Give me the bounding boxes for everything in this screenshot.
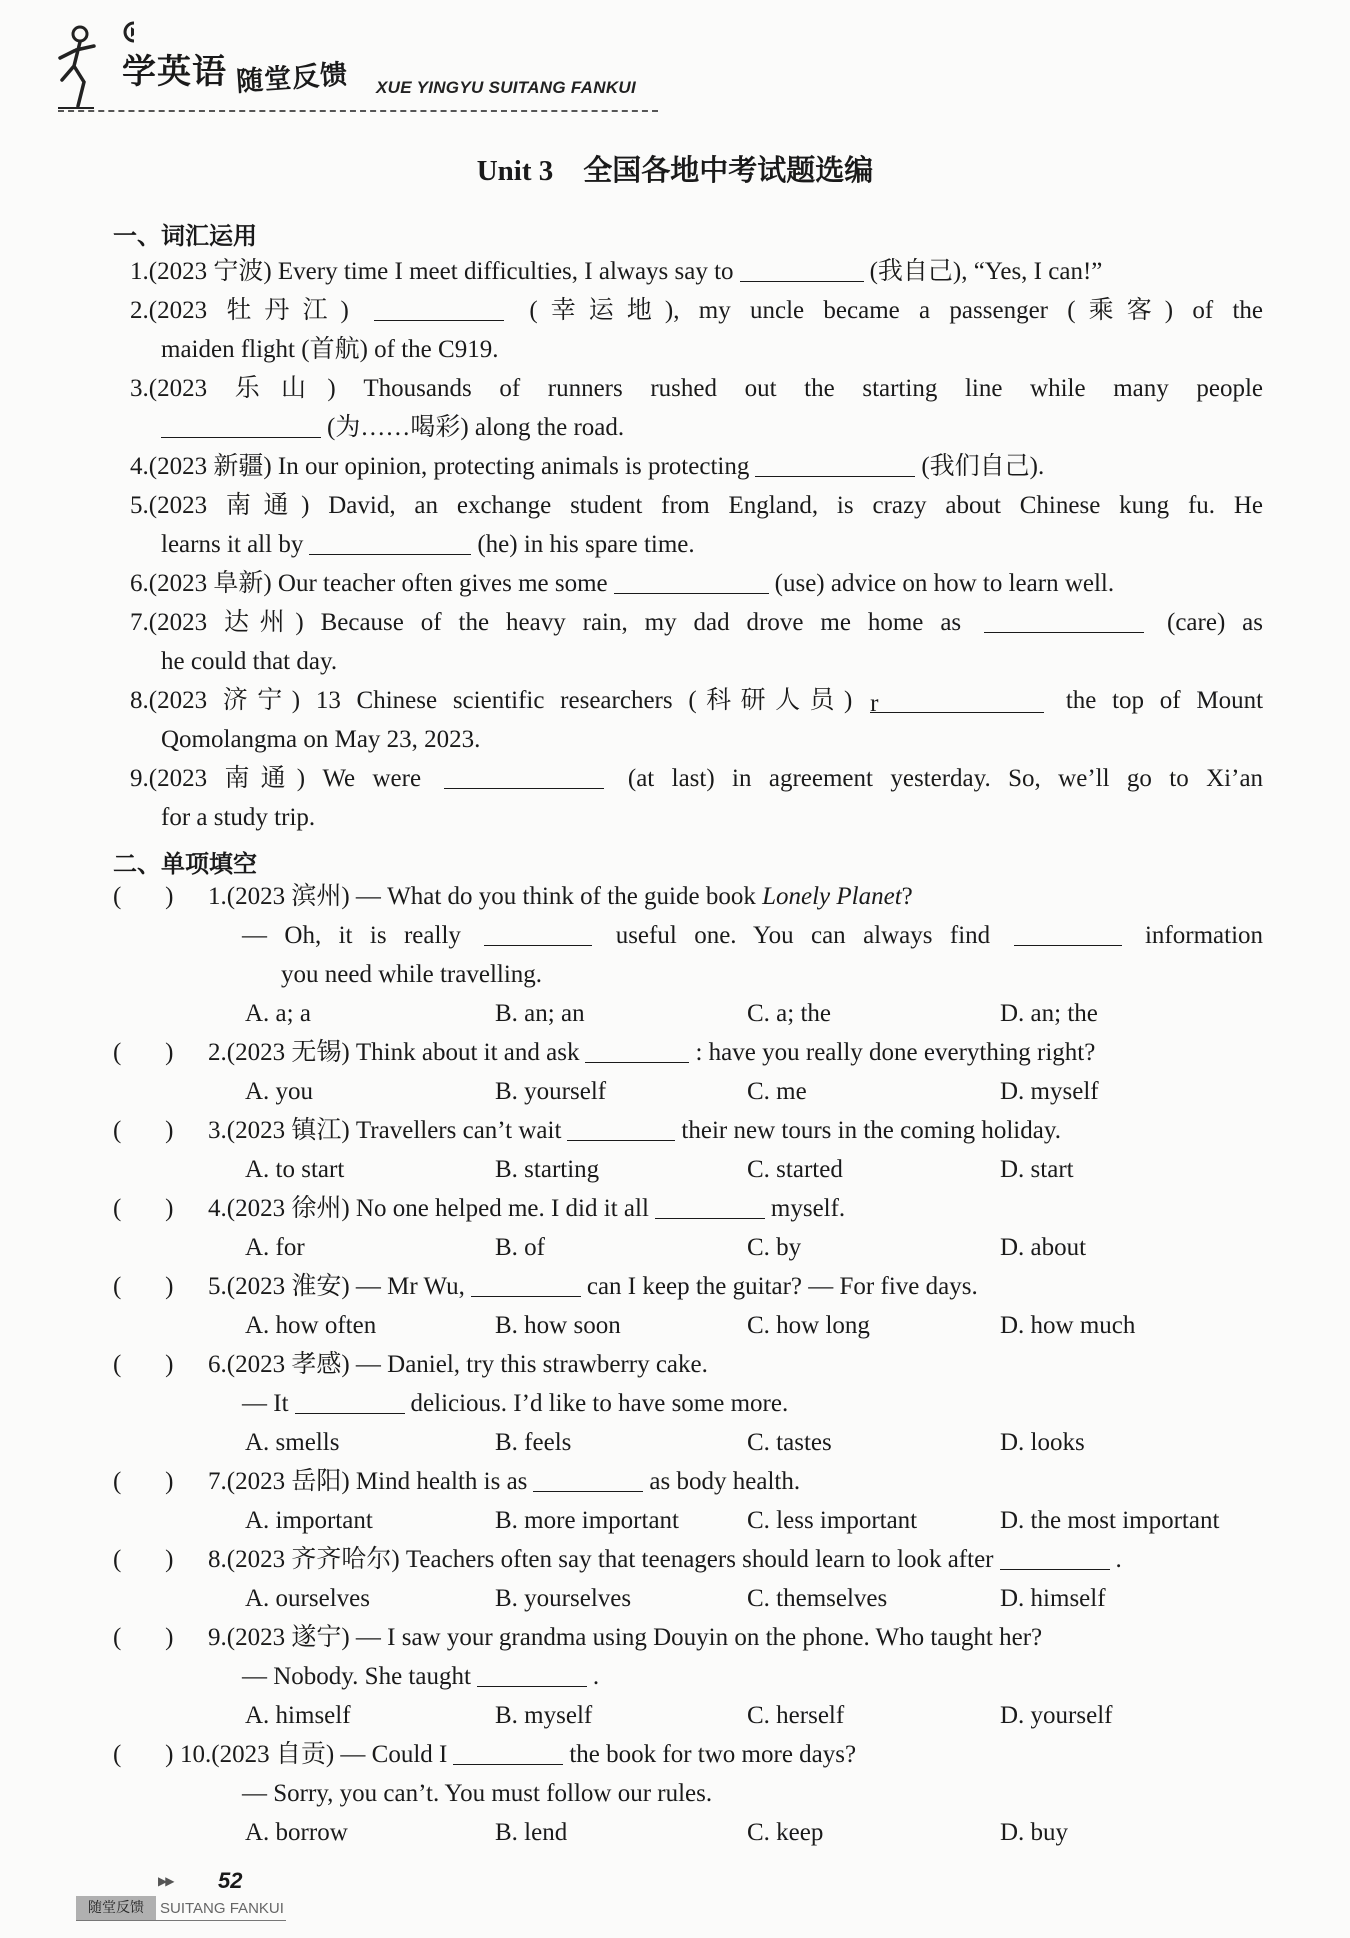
- option-d[interactable]: D. myself: [1000, 1078, 1099, 1105]
- vocab-item-2-cont: maiden flight (首航) of the C919.: [161, 336, 499, 363]
- mc-question-7: 7.(2023 岳阳) Mind health is as as body health.: [208, 1468, 801, 1495]
- answer-bracket[interactable]: ( ): [113, 1039, 174, 1066]
- header-divider: [58, 110, 658, 112]
- answer-blank[interactable]: [984, 608, 1144, 633]
- option-b[interactable]: B. an; an: [495, 1000, 585, 1027]
- vocab-item-3: 3.(2023 乐山) Thousands of runners rushed out the starting line while many people: [130, 375, 1263, 402]
- option-a[interactable]: A. smells: [245, 1429, 340, 1456]
- vocab-item-7: 7.(2023 达州) Because of the heavy rain, my dad drove me home as (care) as: [130, 609, 1264, 636]
- vocab-item-7-cont: he could that day.: [161, 648, 338, 675]
- option-a[interactable]: A. to start: [245, 1156, 345, 1183]
- answer-bracket[interactable]: ( ): [113, 1351, 174, 1378]
- option-a[interactable]: A. ourselves: [245, 1585, 370, 1612]
- option-b[interactable]: B. yourselves: [495, 1585, 632, 1612]
- footer-divider: [76, 1920, 286, 1921]
- header-subtitle: 随堂反馈: [235, 59, 350, 98]
- mc-question-9: 9.(2023 遂宁) — I saw your grandma using Douyin on the phone. Who taught her?: [208, 1624, 1043, 1651]
- option-b[interactable]: B. yourself: [495, 1078, 607, 1105]
- vocab-item-5: 5.(2023 南通) David, an exchange student from England, is crazy about Chinese kung fu. He: [130, 492, 1264, 519]
- option-c[interactable]: C. herself: [747, 1702, 845, 1729]
- option-c[interactable]: C. started: [747, 1156, 843, 1183]
- vocab-item-9-cont: for a study trip.: [161, 804, 316, 831]
- answer-blank[interactable]: [585, 1038, 689, 1063]
- mc-question-4: 4.(2023 徐州) No one helped me. I did it all myself.: [208, 1195, 846, 1222]
- header-title: 学英语: [122, 52, 227, 92]
- option-c[interactable]: C. less important: [747, 1507, 918, 1534]
- mc-question-9-line2: — Nobody. She taught .: [242, 1663, 600, 1690]
- answer-bracket[interactable]: ( ): [113, 1273, 174, 1300]
- mc-question-2: 2.(2023 无锡) Think about it and ask : have you really done everything right?: [208, 1039, 1096, 1066]
- vocab-item-4: 4.(2023 新疆) In our opinion, protecting animals is protecting (我们自己).: [130, 453, 1045, 480]
- option-b[interactable]: B. lend: [495, 1819, 568, 1846]
- option-d[interactable]: D. himself: [1000, 1585, 1106, 1612]
- page-arrows-icon: ▶▶: [158, 1874, 173, 1888]
- answer-blank[interactable]: [1000, 1545, 1110, 1570]
- answer-blank[interactable]: [755, 452, 915, 477]
- answer-bracket[interactable]: ( ): [113, 1468, 174, 1495]
- option-d[interactable]: D. looks: [1000, 1429, 1085, 1456]
- option-d[interactable]: D. buy: [1000, 1819, 1069, 1846]
- answer-blank[interactable]: [567, 1116, 675, 1141]
- answer-blank[interactable]: [740, 257, 864, 282]
- option-d[interactable]: D. how much: [1000, 1312, 1136, 1339]
- answer-blank[interactable]: r: [870, 688, 1044, 713]
- option-d[interactable]: D. an; the: [1000, 1000, 1098, 1027]
- option-c[interactable]: C. a; the: [747, 1000, 832, 1027]
- unit-label: Unit 3: [476, 155, 554, 187]
- answer-blank[interactable]: [655, 1194, 765, 1219]
- answer-blank[interactable]: [614, 569, 769, 594]
- answer-blank[interactable]: [1014, 921, 1122, 946]
- option-b[interactable]: B. feels: [495, 1429, 572, 1456]
- answer-bracket[interactable]: ( ): [113, 1117, 174, 1144]
- answer-bracket[interactable]: ( ): [113, 1546, 174, 1573]
- answer-blank[interactable]: [161, 413, 321, 438]
- vocab-item-8: 8.(2023 济宁) 13 Chinese scientific researchers (科研人员) r the top of Mount: [130, 687, 1264, 717]
- mc-question-6: 6.(2023 孝感) — Daniel, try this strawberry cake.: [208, 1351, 708, 1378]
- option-a[interactable]: A. a; a: [245, 1000, 311, 1027]
- mc-question-5: 5.(2023 淮安) — Mr Wu, can I keep the guitar? — For five days.: [208, 1273, 978, 1300]
- option-c[interactable]: C. how long: [747, 1312, 870, 1339]
- option-b[interactable]: B. how soon: [495, 1312, 621, 1339]
- option-d[interactable]: D. yourself: [1000, 1702, 1113, 1729]
- option-b[interactable]: B. more important: [495, 1507, 679, 1534]
- vocab-item-3-cont: (为……喝彩) along the road.: [161, 412, 624, 444]
- answer-blank[interactable]: [295, 1389, 405, 1414]
- mc-question-10-line2: — Sorry, you can’t. You must follow our rules.: [242, 1780, 713, 1807]
- option-b[interactable]: B. of: [495, 1234, 545, 1261]
- page-number: 52: [218, 1868, 243, 1893]
- vocab-item-6: 6.(2023 阜新) Our teacher often gives me some (use) advice on how to learn well.: [130, 570, 1115, 597]
- mc-question-6-line2: — It delicious. I’d like to have some more.: [242, 1390, 789, 1417]
- mc-question-1-line3: you need while travelling.: [281, 961, 543, 988]
- answer-blank[interactable]: [533, 1467, 643, 1492]
- mc-question-3: 3.(2023 镇江) Travellers can’t wait their new tours in the coming holiday.: [208, 1117, 1061, 1144]
- answer-bracket[interactable]: ( ): [113, 1741, 174, 1768]
- answer-bracket[interactable]: ( ): [113, 1195, 174, 1222]
- option-b[interactable]: B. starting: [495, 1156, 600, 1183]
- option-c[interactable]: C. by: [747, 1234, 802, 1261]
- page-header: [50, 14, 670, 114]
- answer-bracket[interactable]: ( ): [113, 883, 174, 910]
- answer-blank[interactable]: [374, 296, 504, 321]
- option-a[interactable]: A. how often: [245, 1312, 377, 1339]
- option-a[interactable]: A. borrow: [245, 1819, 348, 1846]
- answer-blank[interactable]: [444, 764, 604, 789]
- answer-bracket[interactable]: ( ): [113, 1624, 174, 1651]
- option-a[interactable]: A. important: [245, 1507, 373, 1534]
- answer-blank[interactable]: [484, 921, 592, 946]
- section-heading-multiple-choice: 二、单项填空: [113, 850, 257, 878]
- option-b[interactable]: B. myself: [495, 1702, 593, 1729]
- vocab-item-1: 1.(2023 宁波) Every time I meet difficulties, I always say to (我自己), “Yes, I can!”: [130, 258, 1103, 285]
- vocab-item-9: 9.(2023 南通) We were (at last) in agreement yesterday. So, we’ll go to Xi’an: [130, 765, 1264, 792]
- vocab-item-8-cont: Qomolangma on May 23, 2023.: [161, 726, 481, 753]
- option-a[interactable]: A. you: [245, 1078, 314, 1105]
- section-heading-vocabulary: 一、词汇运用: [113, 222, 257, 250]
- mc-question-8: 8.(2023 齐齐哈尔) Teachers often say that teenagers should learn to look after .: [208, 1546, 1122, 1573]
- vocab-item-5-cont: learns it all by (he) in his spare time.: [161, 531, 695, 558]
- mc-question-10: 10.(2023 自贡) — Could I the book for two more days?: [180, 1741, 857, 1768]
- option-c[interactable]: C. tastes: [747, 1429, 832, 1456]
- option-a[interactable]: A. himself: [245, 1702, 351, 1729]
- option-d[interactable]: D. the most important: [1000, 1507, 1220, 1534]
- footer-tag: 随堂反馈: [76, 1896, 156, 1920]
- mc-question-1: 1.(2023 滨州) — What do you think of the guide book Lonely Planet?: [208, 883, 913, 910]
- mc-question-1-line2: — Oh, it is really useful one. You can always find information: [242, 922, 1264, 949]
- option-d[interactable]: D. about: [1000, 1234, 1087, 1261]
- answer-blank[interactable]: [453, 1740, 563, 1765]
- answer-blank[interactable]: [477, 1662, 587, 1687]
- option-d[interactable]: D. start: [1000, 1156, 1074, 1183]
- option-a[interactable]: A. for: [245, 1234, 305, 1261]
- title-text: 全国各地中考试题选编: [583, 153, 874, 187]
- answer-blank[interactable]: [471, 1272, 581, 1297]
- option-c[interactable]: C. keep: [747, 1819, 824, 1846]
- page-title: [0, 148, 1350, 189]
- header-pinyin: XUE YINGYU SUITANG FANKUI: [376, 78, 637, 97]
- option-c[interactable]: C. me: [747, 1078, 807, 1105]
- option-c[interactable]: C. themselves: [747, 1585, 888, 1612]
- footer-pinyin: SUITANG FANKUI: [160, 1900, 284, 1917]
- vocab-item-2: 2.(2023 牡丹江) (幸运地), my uncle became a passenger (乘客) of the: [130, 297, 1263, 324]
- answer-blank[interactable]: [309, 530, 471, 555]
